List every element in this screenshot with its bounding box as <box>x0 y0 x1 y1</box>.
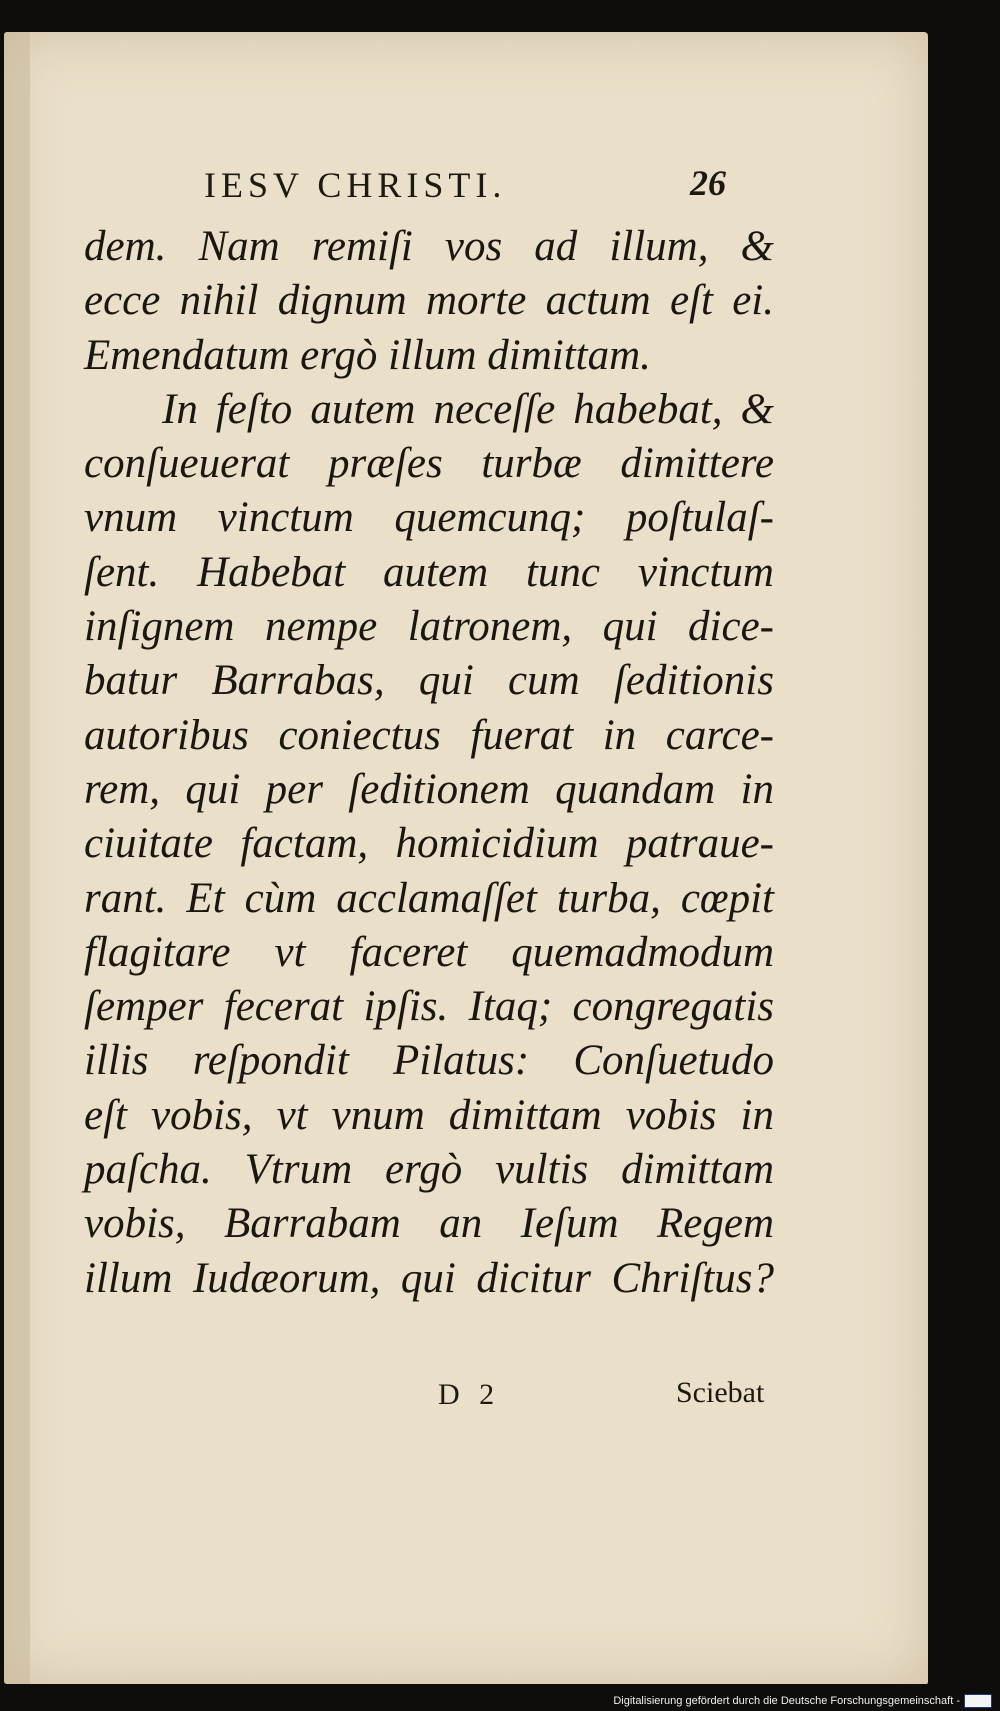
dfg-logo-icon <box>964 1694 992 1708</box>
running-head: IESV CHRISTI. <box>204 165 507 205</box>
text-line: ſemper fecerat ipſis. Itaq; congregatis <box>84 983 774 1031</box>
footer-text: Digitalisierung gefördert durch die Deutsche Forschungsgemeinschaft - <box>613 1695 960 1707</box>
text-line: ſent. Habebat autem tunc vinctum <box>84 548 774 596</box>
body-text <box>84 220 774 1306</box>
text-line: ciuitate factam, homicidium patraue- <box>84 820 774 868</box>
text-line: vnum vinctum quemcunq; poſtulaſ- <box>84 494 774 542</box>
text-line: flagitare vt faceret quemadmodum <box>84 928 774 976</box>
text-line: autoribus coniectus fuerat in carce- <box>84 711 774 759</box>
page-fold-shadow <box>4 32 30 1684</box>
text-line: rant. Et cùm acclamaſſet turba, cœpit <box>84 874 774 922</box>
book-page <box>4 32 928 1684</box>
text-line: paſcha. Vtrum ergò vultis dimittam <box>84 1146 774 1194</box>
signature-mark: D 2 <box>438 1378 501 1411</box>
page-number: 26 <box>690 163 726 203</box>
footer-credit <box>613 1693 992 1709</box>
text-line: In feſto autem neceſſe habebat, & <box>162 385 774 433</box>
catchword: Sciebat <box>676 1376 765 1409</box>
text-line: vobis, Barrabam an Ieſum Regem <box>84 1200 774 1248</box>
text-line: Emendatum ergò illum dimittam. <box>84 331 651 379</box>
text-line: illum Iudæorum, qui dicitur Chriſtus? <box>84 1254 774 1302</box>
text-line: batur Barrabas, qui cum ſeditionis <box>84 657 774 705</box>
text-line: inſignem nempe latronem, qui dice- <box>84 603 774 651</box>
text-line: rem, qui per ſeditionem quandam in <box>84 765 774 813</box>
text-line: eſt vobis, vt vnum dimittam vobis in <box>84 1091 774 1139</box>
text-line: dem. Nam remiſi vos ad illum, & <box>84 223 774 270</box>
text-line: ecce nihil dignum morte actum eſt ei. <box>84 277 774 325</box>
text-line: illis reſpondit Pilatus: Conſuetudo <box>84 1037 774 1085</box>
text-line: conſueuerat præſes turbæ dimittere <box>84 440 774 488</box>
